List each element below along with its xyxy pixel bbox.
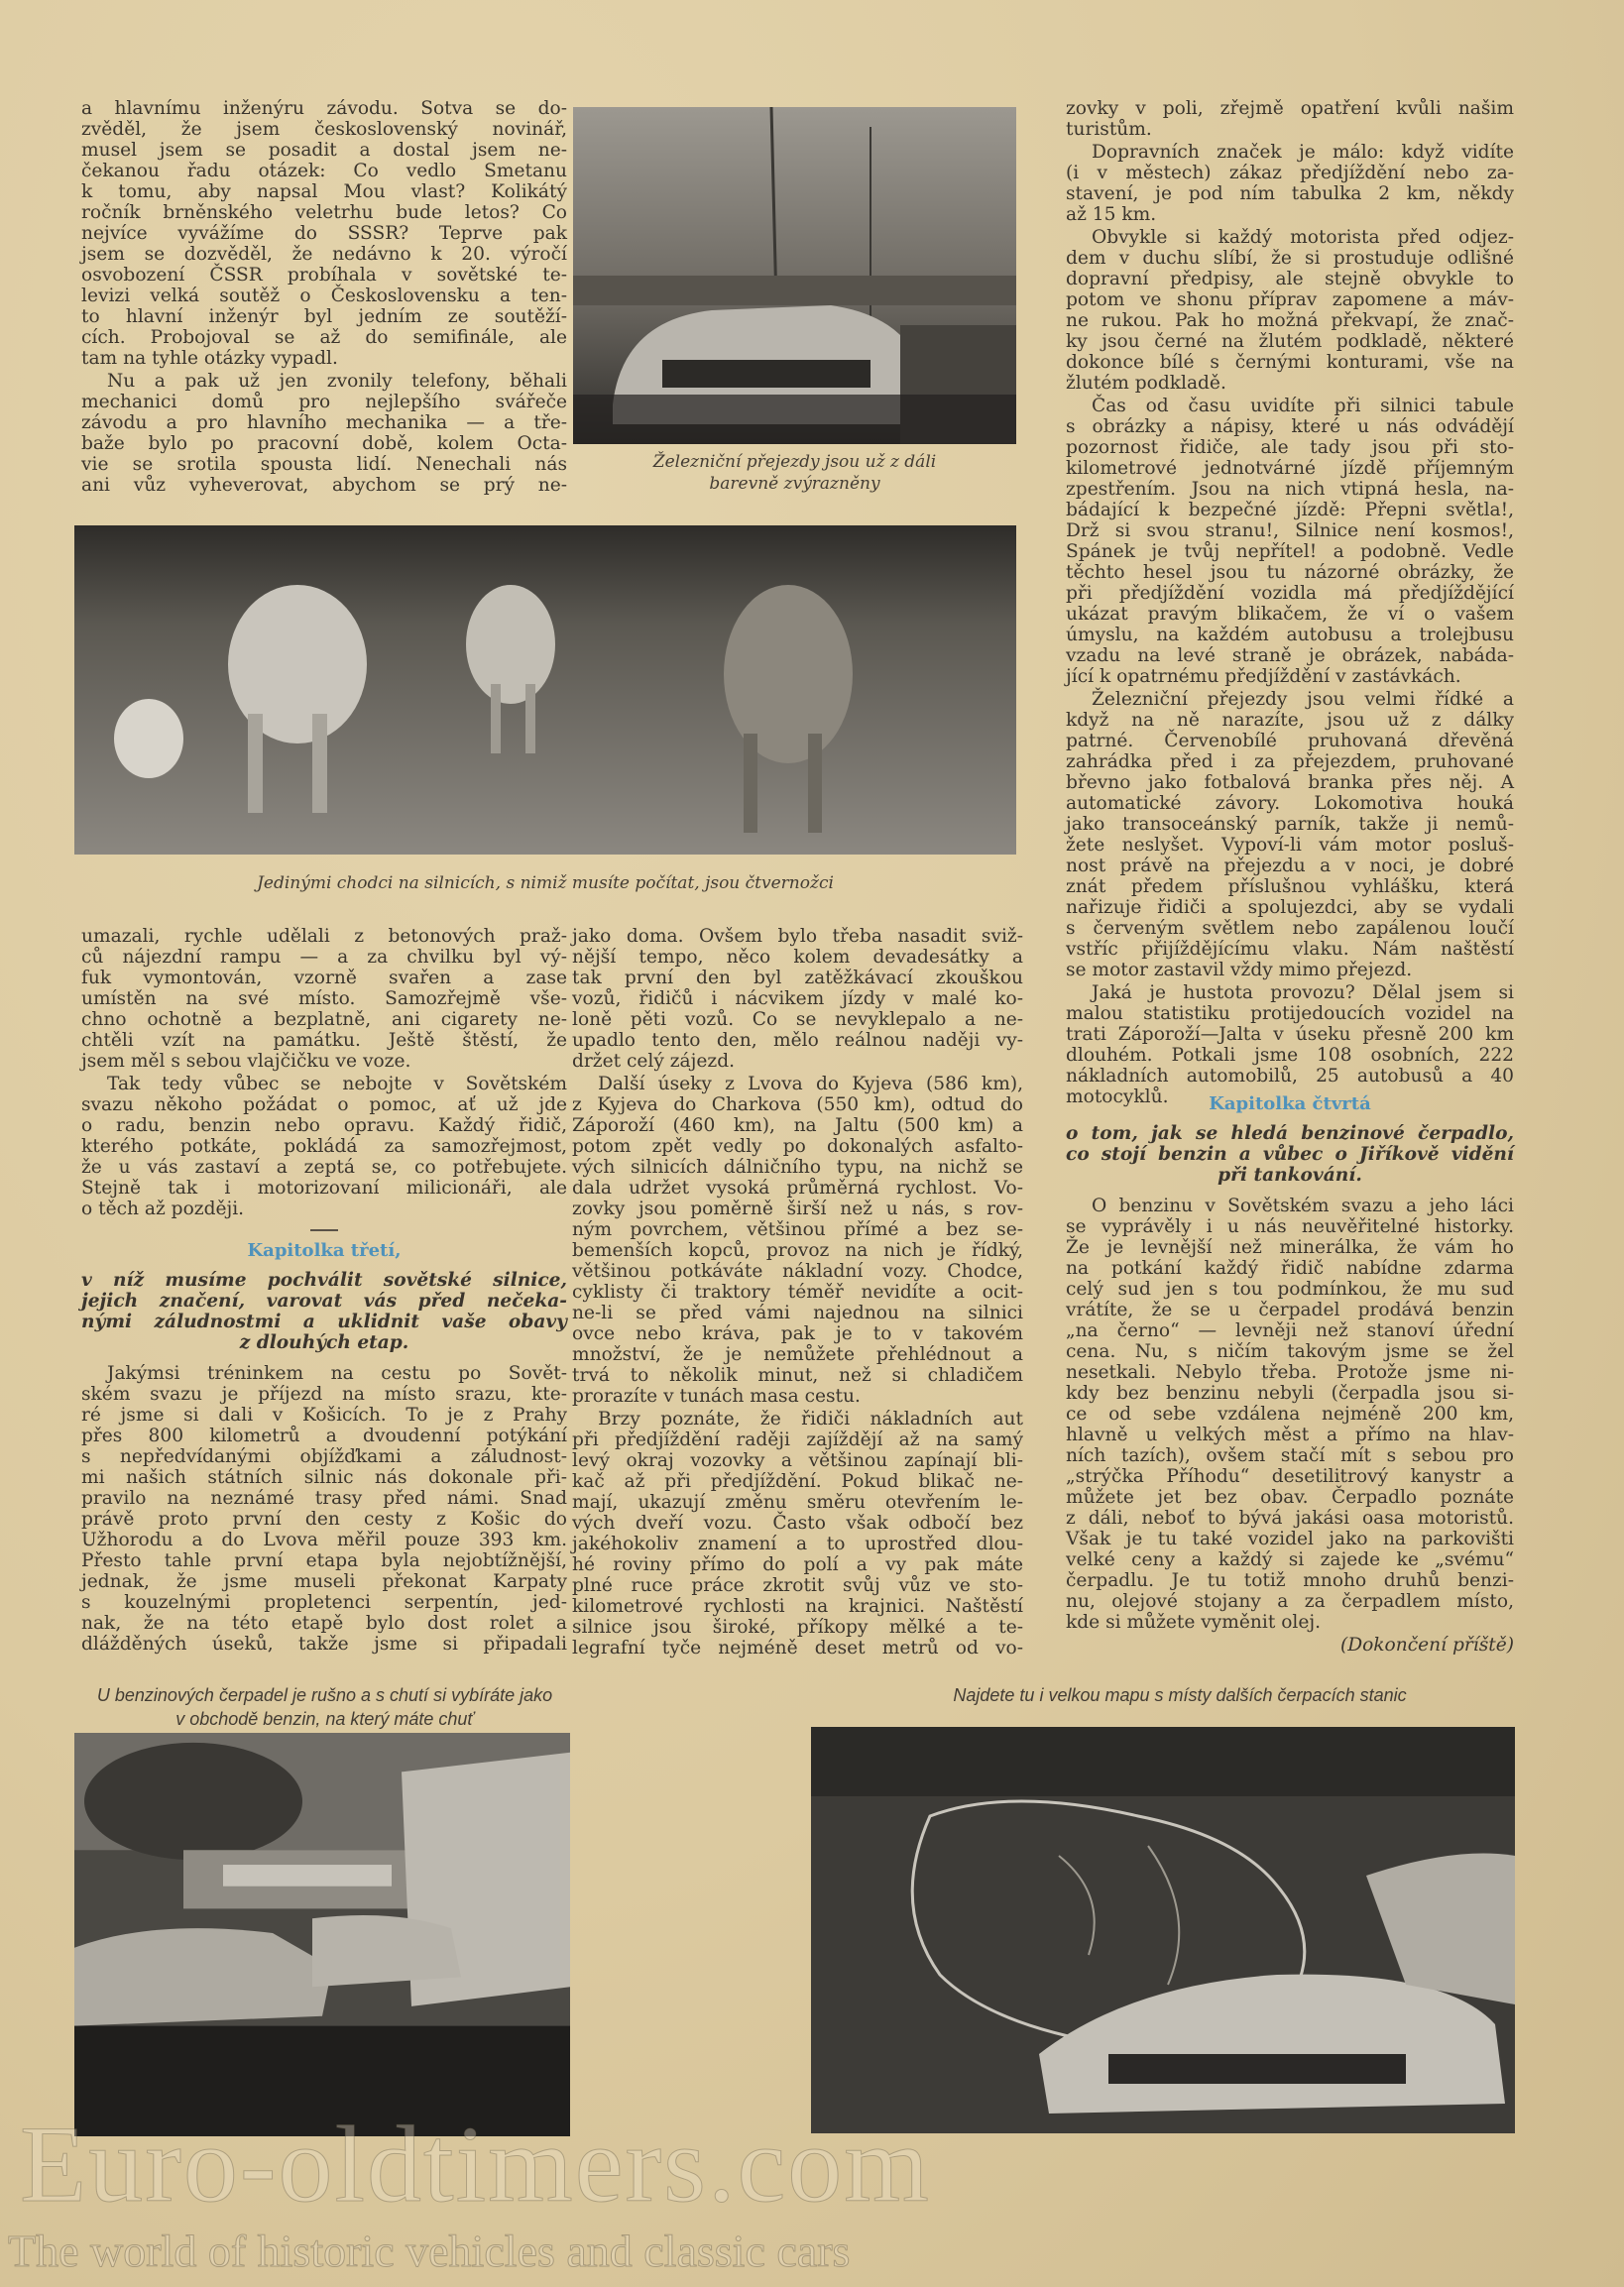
text-line: prorazíte v tunách masa cestu. [572,1386,861,1407]
text-line: jako transoceánský parník, takže ji nemů- [1066,814,1514,835]
text-line: ky jsou černé na žlutém podkladě, některé [1066,331,1514,352]
text-line: nost právě na přejezdu a v noci, je dobré [1066,856,1514,876]
text-line: přes 800 kilometrů a dvoudenní potýkání [81,1426,567,1446]
paragraph [1066,227,1514,394]
text-line: k tomu, aby napsal Mou vlast? Kolikátý [81,181,567,202]
caption-pumps-photo [79,1683,570,1731]
text-line: Další úseky z Lvova do Kyjeva (586 km), [598,1074,1023,1094]
text-line: cyklisty či traktory téměř nevidíte a ocit- [572,1282,1023,1303]
text-line: Drž si svou stranu!, Silnice není kosmos!, [1066,520,1514,541]
text-line: kilometrové jednotvárné jízdě příjemným [1066,458,1514,479]
paragraph [81,371,567,496]
text-line: jednak, že jsme museli překonat Karpaty [81,1571,567,1592]
text-line: umístěn na své místo. Samozřejmě vše- [81,988,567,1009]
text-line: Nu a pak už jen zvonily telefony, běhali [107,371,567,392]
caption-map-photo: Najdete tu i velkou mapu s místy dalších čerpacích stanic [953,1685,1407,1705]
text-line: na potkání každý řidič nabídne zdarma [1066,1258,1514,1279]
text-line: nak, že na této etapě bylo dost rolet a [81,1613,567,1634]
text-line: zahrádka před i za přejezdem, pruhované [1066,751,1514,772]
paragraph [572,1409,1023,1658]
section-divider [310,1229,338,1231]
text-line: celý sud jen s tou podmínkou, že mu sud [1066,1279,1514,1300]
text-line: musel jsem se posadit a dostal jsem ne- [81,140,567,161]
watermark-tagline: The world of historic vehicles and classic cars [8,2226,851,2276]
text-line: legrafní tyče nejméně deset metrů od vo- [572,1638,1023,1658]
text-column-right-top [1066,98,1514,1109]
text-line: čerpadlu. Je tu totiž mnoho druhů benzi- [1066,1570,1514,1591]
bottom-left-paragraphs [81,926,567,1219]
text-line: kde si můžete vyměnit olej. [1066,1612,1322,1633]
text-line: dala udržet vysoká průměrná rychlost. Vo- [572,1178,1023,1199]
text-line: Jaká je hustota provozu? Dělal jsem si [1092,982,1514,1003]
photo-petrol-station-map [811,1727,1515,2133]
text-line: Dopravních značek je málo: když vidíte [1092,142,1514,163]
paragraph [1066,142,1514,225]
text-line: množství, že je nemůžete přehlédnout a [572,1344,1023,1365]
text-line: tak první den byl zatěžkávací zkouškou [572,968,1023,988]
text-line: ročník brněnského veletrhu bude letos? Co [81,202,567,223]
subtitle-line: nými záludnostmi a uklidnit vaše obavy [81,1312,567,1332]
text-line: chno ochotně a bezplatně, ani cigarety ne- [81,1009,567,1030]
text-line: s nepředvídanými objížďkami a záludnost- [81,1446,567,1467]
text-line: většinou potkáváte nákladní vozy. Chodce, [572,1261,1023,1282]
text-line: hé roviny přímo do polí a vy pak máte [572,1554,1023,1575]
text-line: dem v duchu slíbí, že si prostuduje odlišné [1066,248,1514,269]
text-line: nejvíce vyvážíme do SSSR? Teprve pak [81,223,567,244]
text-line: můžete jet bez obav. Čerpadlo poznáte [1066,1487,1514,1508]
text-line: Užhorodu a do Lvova měřil pouze 393 km. [81,1530,567,1550]
text-line: trati Záporoží—Jalta v úseku přesně 200 km [1066,1024,1514,1045]
text-line: zvěděl, že jsem československý novinář, [81,119,567,140]
text-line: O benzinu v Sovětském svazu a jeho láci [1092,1196,1514,1216]
text-line: nákladních automobilů, 25 autobusů a 40 [1066,1066,1514,1086]
text-line: ré jsme si dali v Košicích. To je z Prahy [81,1405,567,1426]
text-line: při předjíždění raději zajíždějí až na samý [572,1429,1023,1450]
caption-cows-photo: Jedinými chodci na silnicích, s nimiž musíte počítat, jsou čtvernožci [257,873,834,893]
text-line: Brzy poznáte, že řidiči nákladních aut [598,1409,1023,1429]
text-column-bottom-left [81,926,567,1657]
text-line: jsem měl s sebou vlajčičku ve voze. [81,1051,411,1072]
text-line: závodu a pro hlavního mechanika — a tře- [81,412,567,433]
text-line: nu, olejové stojany a za čerpadlem místo, [1066,1591,1514,1612]
text-line: držet celý zájezd. [572,1051,736,1072]
text-line: levizi velká soutěž o Československu a ten- [81,286,567,306]
text-line: to hlavní inženýr byl jedním ze soutěží- [81,306,567,327]
text-column-top-left [81,98,567,498]
text-line: se vyprávěly i u nás neuvěřitelné historky. [1066,1216,1514,1237]
caption-line: Železniční přejezdy jsou už z dáli [652,452,937,472]
text-line: mi našich státních silnic nás dokonale při- [81,1467,567,1488]
paragraph [572,926,1023,1072]
text-line: dopravní předpisy, ale stejně obvykle to [1066,269,1514,289]
text-line: jící k opatrnému předjíždění v zastávkách. [1066,666,1461,687]
chapter-3-heading: Kapitolka třetí, [247,1240,402,1261]
text-line: vých silnicích dálničního typu, na nichž se [572,1157,1023,1178]
paragraph [1066,396,1514,687]
text-line: osvobození ČSSR probíhala v sovětské te- [81,265,567,286]
text-line: a hlavnímu inženýru závodu. Sotva se do- [81,98,567,119]
text-line: „strýčka Příhodu“ desetilitrový kanystr a [1066,1466,1514,1487]
text-line: stavení, je pod ním tabulka 2 km, někdy [1066,183,1514,204]
text-line: Že je levnější než minerálka, že vám ho [1066,1237,1514,1258]
text-line: jako doma. Ovšem bylo třeba nasadit sviž- [572,926,1023,947]
chapter-4-subtitle [1066,1123,1514,1186]
text-line: když na ně narazíte, jsou už z dálky [1066,710,1514,731]
chapter-4-heading: Kapitolka čtvrtá [1209,1093,1371,1114]
text-line: turistům. [1066,119,1152,140]
text-line: ovce nebo kráva, pak je to v takovém [572,1323,1023,1344]
paragraph [1066,689,1514,980]
text-line: těchto hesel jsou tu názorné obrázky, že [1066,562,1514,583]
text-line: dlážděných úseků, takže jsme si připadali [81,1634,567,1655]
text-line: cích. Probojoval se až do semifinále, ale [81,327,567,348]
text-line: levý okraj vozovky a většinou zapínají bli- [572,1450,1023,1471]
text-line: velké ceny a každý si zajede ke „svému“ [1066,1549,1514,1570]
text-line: Čas od času uvidíte při silnici tabule [1092,396,1514,416]
text-line: ným povrchem, většinou přímé a bez se- [572,1219,1023,1240]
chapter-3-body [81,1363,567,1655]
paragraph [81,98,567,369]
text-line: fuk vymontován, vzorně svařen a zase [81,968,567,988]
text-line: chtěli vzít na památku. Ještě štěstí, že [81,1030,567,1051]
text-line: hlavně u velkých měst a přímo na hlav- [1066,1425,1514,1445]
text-line: vých dveří vozu. Často však odbočí bez [572,1513,1023,1534]
text-line: jakéhokoliv znamení a to uprostřed dlou- [572,1534,1023,1554]
text-line: loně pěti vozů. Co se nevyklepalo a ne- [572,1009,1023,1030]
text-line: (i v městech) zákaz předjíždění nebo za- [1066,163,1514,183]
text-line: trvá to několik minut, než si chladičem [572,1365,1023,1386]
watermark-site: Euro-oldtimers.com [20,2104,931,2225]
text-line: žlutém podkladě. [1066,373,1226,394]
text-line: při předjíždění vozidla má předjíždějící [1066,583,1514,604]
subtitle-line: při tankování. [1218,1165,1362,1186]
text-line: vzadu na levé straně je obrázek, nabáda- [1066,645,1514,666]
text-line: úmyslu, na každém autobusu a trolejbusu [1066,625,1514,645]
text-line: potom zpět vedly po dokonalých asfalto- [572,1136,1023,1157]
subtitle-line: jejich značení, varovat vás před nečeka- [81,1291,567,1312]
text-line: Spánek je tvůj nepřítel! a podobně. Vedle [1066,541,1514,562]
text-line: „na černo“ — levněji než stanoví úřední [1066,1320,1514,1341]
text-line: z Kyjeva do Charkova (550 km), odtud do [572,1094,1023,1115]
text-line: ce od sebe vzdálena nejméně 200 km, [1066,1404,1514,1425]
text-line: Záporoží (460 km), na Jaltu (500 km) a [572,1115,1023,1136]
text-line: dlouhém. Potkali jsme 108 osobních, 222 [1066,1045,1514,1066]
text-line: silnice jsou široké, příkopy mělké a te- [572,1617,1023,1638]
text-line: ském svazu je příjezd na místo srazu, kte- [81,1384,567,1405]
text-line: Obvykle si každý motorista před odjez- [1092,227,1514,248]
text-line: nější tempo, něco kolem devadesátky a [572,947,1023,968]
text-line: pozornost řidiče, ale tady jsou při sto- [1066,437,1514,458]
text-line: potom ve shonu příprav zapomene a máv- [1066,289,1514,310]
text-line: nařizuje řidiči a spolujezdci, aby se vydali [1066,897,1514,918]
caption-line: U benzinových čerpadel je rušno a s chutí si vybíráte jako [96,1685,553,1705]
text-line: ne-li se před vámi najednou na silnici [572,1303,1023,1323]
text-line: malou statistiku protijedoucích vozidel na [1066,1003,1514,1024]
text-line: s obrázky a nápisy, které u nás odvádějí [1066,416,1514,437]
text-line: nesetkali. Nebylo třeba. Protože jsme ni- [1066,1362,1514,1383]
subtitle-line: o tom, jak se hledá benzinové čerpadlo, [1066,1123,1514,1144]
chapter-4-body [1066,1196,1514,1633]
text-line: zovky v poli, zřejmě opatření kvůli našim [1066,98,1514,119]
text-line: ne rukou. Pak ho možná překvapí, že znač- [1066,310,1514,331]
caption-line: v obchodě benzin, na který máte chuť [175,1709,474,1729]
text-line: pravilo na neznámé trasy před námi. Snad [81,1488,567,1509]
text-line: baže bylo po pracovní době, kolem Octa- [81,433,567,454]
paragraph [81,1363,567,1655]
text-line: Stejně tak i motorizovaní milicionáři, ale [81,1178,567,1199]
text-line: kač až při předjíždění. Pokud blikač ne- [572,1471,1023,1492]
text-column-right-bottom [1066,1085,1514,1656]
text-line: svazu někoho požádat o pomoc, ať už jde [81,1094,567,1115]
paragraph [1066,98,1514,140]
text-line: kilometrové rychlosti na krajnici. Naštěstí [572,1596,1023,1617]
text-line: motocyklů. [1066,1086,1169,1107]
text-line: ních tazích), ovšem stačí mít s sebou pro [1066,1445,1514,1466]
text-line: bemenších kopců, provoz na nich je řídký, [572,1240,1023,1261]
text-line: Tak tedy vůbec se nebojte v Sovětském [107,1074,567,1094]
text-line: cena. Nu, s ničím takovým jsme se žel [1066,1341,1514,1362]
text-line: se motor zastavil vždy mimo přejezd. [1066,960,1413,980]
text-line: kdy bez benzinu nebyli (čerpadla jsou si- [1066,1383,1514,1404]
text-line: mají, ukazují změnu směru otevřením le- [572,1492,1023,1513]
text-line: Jakýmsi tréninkem na cestu po Sovět- [107,1363,567,1384]
text-line: patrné. Červenobílé pruhovaná dřevěná [1066,731,1514,751]
text-line: zovky jsou poměrně širší než u nás, s rov- [572,1199,1023,1219]
text-line: o radu, benzin nebo opravu. Každý řidič, [81,1115,567,1136]
text-line: umazali, rychle udělali z betonových praž- [81,926,567,947]
subtitle-line: co stojí benzin a vůbec o Jiříkově vidění [1066,1144,1514,1165]
text-line: s kouzelnými propletenci serpentín, jed- [81,1592,567,1613]
text-line: plné ruce práce zkrotit svůj vůz ve sto- [572,1575,1023,1596]
caption-line: barevně zvýrazněny [709,474,880,494]
text-line: tam na tyhle otázky vypadl. [81,348,338,369]
paragraph [81,926,567,1072]
text-line: vrátíte, že se u čerpadel prodává benzin [1066,1300,1514,1320]
text-line: zpestřením. Jsou na nich vtipná hesla, na- [1066,479,1514,500]
text-line: žete neslyšet. Vypoví-li vám motor posluš- [1066,835,1514,856]
text-line: břevno jako fotbalová branka přes něj. A [1066,772,1514,793]
text-line: že u vás zastaví a zeptá se, co potřebujete. [81,1157,567,1178]
text-line: mechanici domů pro nejlepšího svářeče [81,392,567,412]
caption-railway-photo [573,451,1016,495]
paragraph [572,1074,1023,1407]
text-line: právě proto první den cesty z Košic do [81,1509,567,1530]
text-line: automatické závory. Lokomotiva houká [1066,793,1514,814]
continued-next-issue: (Dokončení příště) [1339,1635,1514,1656]
text-line: Přesto tahle první etapa byla nejobtížnější, [81,1550,567,1571]
text-line: ukázat pravým blikačem, že ví o vašem [1066,604,1514,625]
text-line: kterého potkáte, pokládá za samozřejmost, [81,1136,567,1157]
text-line: znát předem příslušnou vyhlášku, která [1066,876,1514,897]
paragraph [1066,1196,1514,1633]
text-line: s červeným světlem nebo zapálenou loučí [1066,918,1514,939]
text-line: až 15 km. [1066,204,1157,225]
text-line: vie se srotila spousta lidí. Nenechali nás [81,454,567,475]
subtitle-line: v níž musíme pochválit sovětské silnice, [81,1270,567,1291]
photo-petrol-station [74,1733,570,2136]
text-line: upadlo tento den, mělo reálnou naději vy- [572,1030,1023,1051]
text-line: jsem se dozvěděl, že nedávno k 20. výročí [81,244,567,265]
text-line: vstříc přijíždějícímu vlaku. Nám naštěstí [1066,939,1514,960]
chapter-3-subtitle [81,1270,567,1353]
text-line: z dáli, neboť to bývá jakási oasa motoristů. [1066,1508,1514,1529]
photo-cows-on-road [74,525,1016,855]
text-line: ani vůz vyheverovat, abychom se prý ne- [81,475,567,496]
text-line: o těch až později. [81,1199,245,1219]
text-line: ců nájezdní rampu — a za chvilku byl vý- [81,947,567,968]
photo-railway-crossing [573,107,1016,444]
text-line: Však je tu také vozidel jako na parkovišti [1066,1529,1514,1549]
text-line: bádající k bezpečné jízdě: Přepni světla!, [1066,500,1514,520]
text-line: Železniční přejezdy jsou velmi řídké a [1092,689,1514,710]
text-column-bottom-middle [572,926,1023,1660]
text-line: vozů, řidičů i nácvikem jízdy v malé ko- [572,988,1023,1009]
paragraph [81,1074,567,1219]
text-line: čekanou řadu otázek: Co vedlo Smetanu [81,161,567,181]
subtitle-line: z dlouhých etap. [239,1332,409,1353]
text-line: dokonce bílé s černými konturami, vše na [1066,352,1514,373]
